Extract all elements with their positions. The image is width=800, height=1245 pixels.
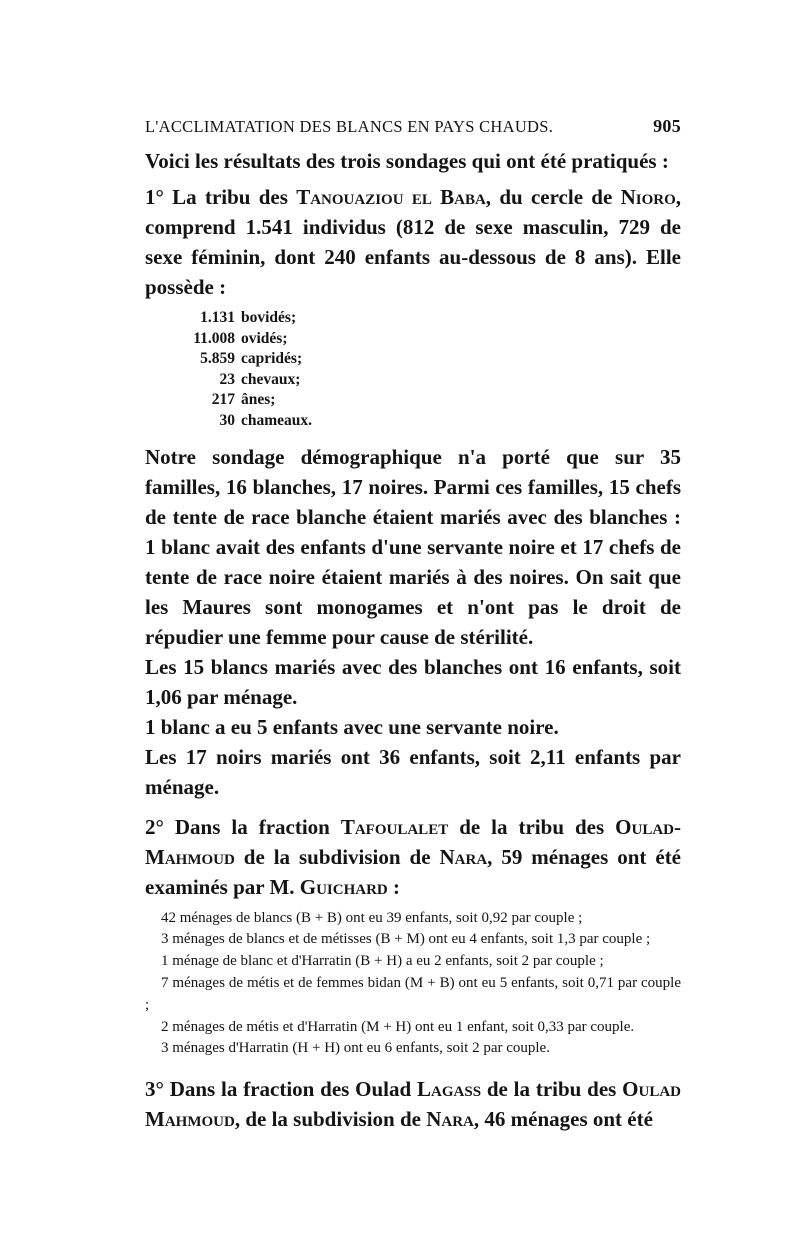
livestock-count: 23 — [219, 370, 235, 388]
section-1-tribe-name: Tanouaziou el Baba — [296, 185, 486, 209]
section-3-fraction-name: Lagass — [417, 1077, 482, 1102]
section-1-text-end: , comprend 1.541 individus (812 de sexe masculin, 729 de sexe féminin, dont 240 enfants au-dessous de 8 ans). Elle possède : — [145, 185, 681, 299]
household-item: 3 ménages de blancs et de métisses (B + M) ont eu 4 enfants, soit 1,3 par couple ; — [161, 931, 651, 948]
section-3-text-mid-2: , de la subdivision de — [234, 1107, 427, 1132]
section-2-paragraph — [145, 812, 681, 902]
livestock-label: ânes; — [241, 391, 276, 409]
livestock-count: 11.008 — [193, 329, 235, 347]
household-item: 7 ménages de métis et de femmes bidan (M + B) ont eu 5 enfants, soit 0,71 par couple ; — [145, 974, 681, 1013]
livestock-item — [181, 370, 681, 391]
intro-paragraph — [145, 146, 681, 176]
section-2-subdivision-name: Nara — [439, 844, 488, 869]
section-1-text-start: 1° La tribu des — [145, 185, 297, 209]
running-title: L'ACCLIMATATION DES BLANCS EN PAYS CHAUDS. — [145, 117, 554, 136]
section-2-tribe-name: Oulad-Mahmoud — [145, 814, 681, 869]
section-1-paragraph — [145, 182, 681, 302]
section-3-text-mid-1: de la tribu des — [481, 1077, 623, 1102]
section-3-subdivision-name: Nara — [426, 1107, 474, 1132]
household-list — [145, 908, 681, 1061]
section-2-fraction-name: Tafoulalet — [340, 814, 449, 839]
black-couples-text: Les 17 noirs mariés ont 36 enfants, soit 2,11 enfants par ménage. — [145, 744, 681, 799]
section-3-text-end: , 46 ménages ont été — [473, 1107, 653, 1132]
livestock-label: capridés; — [241, 350, 303, 368]
livestock-label: ovidés; — [241, 329, 288, 347]
section-1-cercle-name: Nioro — [620, 185, 676, 209]
white-couples-text: Les 15 blancs mariés avec des blanches ont 16 enfants, soit 1,06 par ménage. — [145, 654, 681, 709]
section-3-text-start: 3° Dans la fraction des Oulad — [145, 1077, 418, 1102]
livestock-label: chevaux; — [241, 370, 301, 388]
section-2-text-start: 2° Dans la fraction — [145, 814, 341, 839]
household-item: 1 ménage de blanc et d'Harratin (B + H) a eu 2 enfants, soit 2 par couple ; — [161, 953, 604, 970]
section-2-text-mid-3: , 59 ménages ont été examinés par M. — [145, 844, 682, 899]
section-2-text-mid-2: de la subdivision de — [234, 844, 440, 869]
demographic-survey-text: Notre sondage démographique n'a porté que sur 35 familles, 16 blanches, 17 noires. Parmi ces familles, 15 chefs de tente de race blanche étaient mariés avec des blanches : 1 blanc avait des enfants d'une servante noire et 17 chefs de tente de race noire étaient mariés à des noires. On sait que les Maures sont monogames et n'ont pas le droit de répudier une femme pour cause de stérilité. — [145, 444, 681, 649]
livestock-item — [181, 329, 681, 350]
section-2-text-mid-1: de la tribu des — [448, 814, 616, 839]
household-item: 2 ménages de métis et d'Harratin (M + H) ont eu 1 enfant, soit 0,33 par couple. — [161, 1018, 635, 1035]
livestock-label: bovidés; — [241, 309, 297, 326]
page — [145, 116, 681, 1134]
livestock-label: chameaux. — [241, 411, 313, 429]
livestock-count: 1.131 — [200, 309, 235, 326]
household-item: 42 ménages de blancs (B + B) ont eu 39 enfants, soit 0,92 par couple ; — [161, 909, 583, 926]
intro-text: Voici les résultats des trois sondages qui ont été pratiqués : — [145, 149, 669, 173]
section-3-paragraph — [145, 1074, 681, 1134]
page-number: 905 — [653, 116, 681, 136]
livestock-count: 5.859 — [200, 350, 235, 368]
livestock-list — [181, 308, 681, 432]
livestock-item — [181, 308, 681, 329]
livestock-count: 30 — [219, 411, 235, 429]
section-1-text-mid: , du cercle de — [485, 185, 621, 209]
livestock-count: 217 — [211, 391, 235, 409]
servant-text: 1 blanc a eu 5 enfants avec une servante noire. — [145, 714, 559, 739]
section-1-paragraph-2 — [145, 442, 681, 802]
section-2-examiner-name: Guichard — [299, 874, 388, 899]
livestock-item — [181, 349, 681, 370]
livestock-item — [181, 390, 681, 411]
household-item: 3 ménages d'Harratin (H + H) ont eu 6 enfants, soit 2 par couple. — [161, 1040, 550, 1057]
page-header — [145, 116, 681, 146]
livestock-item — [181, 411, 681, 432]
section-2-text-end: : — [387, 874, 401, 899]
section-3-tribe-name: Oulad Mahmoud — [145, 1077, 682, 1132]
